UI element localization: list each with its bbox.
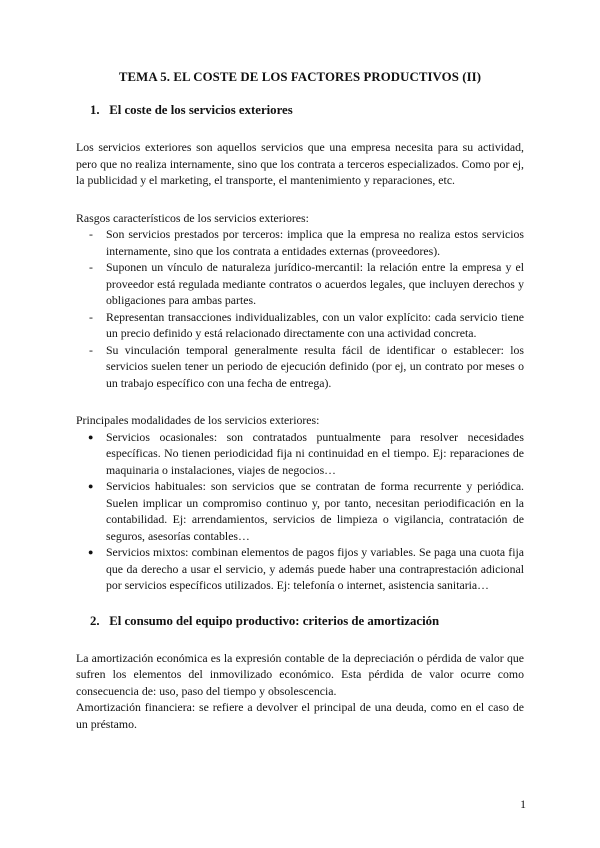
section-2-title: El consumo del equipo productivo: criterios de amortización: [109, 613, 440, 628]
list-item: - Su vinculación temporal generalmente resulta fácil de identificar o establecer: los servicios suelen tener un periodo de ejecución definido (por ej, un contrato por meses o un trabajo específico con una fecha de entrega).: [89, 342, 524, 390]
section-2-paragraph-1: La amortización económica es la expresión contable de la depreciación o pérdida de valor que sufren los elementos del inmovilizado económico. Esta pérdida de valor ocurre como consecuencia de: uso, paso del tiempo y obsolescencia.: [76, 650, 524, 698]
bullet-icon: ●: [88, 547, 94, 557]
section-1-intro: Los servicios exteriores son aquellos servicios que una empresa necesita para su actividad, pero que no realiza internamente, sino que los contrata a terceros especializados. Como por ej, la publicidad y el marketing, el transporte, el mantenimiento y reparaciones, etc.: [76, 140, 524, 187]
dash-marker: -: [89, 260, 93, 274]
section-2-number: 2.: [90, 613, 100, 628]
modes-list: [76, 429, 524, 594]
list-item: - Suponen un vínculo de naturaleza jurídico-mercantil: la relación entre la empresa y el proveedor está regulada mediante contratos o acuerdos legales, que incluyen derechos y obligaciones para ambas partes.: [89, 260, 524, 307]
section-1-number: 1.: [90, 103, 100, 117]
list-item: - Representan transacciones individualizables, con un valor explícito: cada servicio tiene un precio definido y está relacionado directamente con una actividad concreta.: [89, 309, 524, 340]
section-1-heading: [90, 103, 524, 118]
list-item: ● Servicios habituales: son servicios que se contratan de forma recurrente y periódica. Suelen implicar un compromiso continuo y, por tanto, necesitan periodificación en la contabilidad. Ej: arrendamientos, servicios de limpieza o vigilancia, contratación de seguros, asesorías contables…: [88, 479, 524, 543]
dash-marker: -: [89, 227, 93, 241]
traits-list: [76, 226, 524, 391]
document-title: TEMA 5. EL COSTE DE LOS FACTORES PRODUCTIVOS (II): [118, 70, 482, 84]
section-1-title: El coste de los servicios exteriores: [109, 103, 293, 117]
traits-lead: Rasgos característicos de los servicios exteriores:: [76, 210, 309, 225]
list-item: ● Servicios mixtos: combinan elementos de pagos fijos y variables. Se paga una cuota fija que da derecho a usar el servicio, y además puede haber una contraprestación adicional por servicios específicos utilizados. Ej: telefonía o internet, asistencia sanitaria…: [88, 545, 524, 592]
section-2-paragraph-2: Amortización financiera: se refiere a devolver el principal de una deuda, como en el caso de un préstamo.: [76, 700, 524, 731]
modes-lead: Principales modalidades de los servicios exteriores:: [76, 413, 320, 427]
list-item: ● Servicios ocasionales: son contratados puntualmente para resolver necesidades específicas. No tienen periodicidad fija ni continuidad en el tiempo. Ej: reparaciones de maquinaria o instalaciones, viajes de negocios…: [88, 429, 524, 477]
dash-marker: -: [89, 342, 93, 357]
list-item: - Son servicios prestados por terceros: implica que la empresa no realiza estos servicios internamente, sino que los contrata a entidades externas (proveedores).: [89, 227, 524, 258]
dash-marker: -: [89, 309, 93, 324]
bullet-icon: ●: [88, 431, 94, 442]
section-2-heading: [90, 614, 524, 629]
page-number: 1: [520, 797, 526, 811]
bullet-icon: ●: [88, 481, 94, 491]
